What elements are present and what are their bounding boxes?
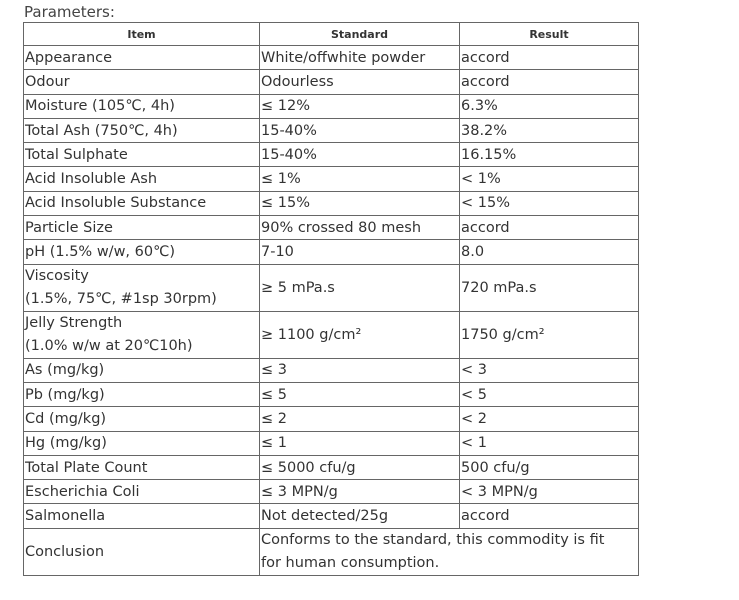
item-condition: (1.0% w/w at 20℃10h) — [25, 337, 193, 354]
item-name: Viscosity — [25, 267, 89, 284]
item-cell: Salmonella — [24, 504, 260, 528]
table-row — [24, 382, 639, 406]
table-row — [24, 143, 639, 167]
item-cell: Total Sulphate — [24, 143, 260, 167]
result-cell: 720 mPa.s — [460, 264, 639, 311]
table-row — [24, 191, 639, 215]
item-cell: Pb (mg/kg) — [24, 382, 260, 406]
parameters-heading: Parameters: — [24, 3, 115, 21]
table-row — [24, 455, 639, 479]
conclusion-text-line2: for human consumption. — [261, 554, 440, 571]
table-row — [24, 264, 639, 311]
standard-cell: ≤ 2 — [260, 407, 460, 431]
item-cell: Acid Insoluble Substance — [24, 191, 260, 215]
table-row — [24, 504, 639, 528]
item-cell: Hg (mg/kg) — [24, 431, 260, 455]
table-row — [24, 240, 639, 264]
item-cell: Escherichia Coli — [24, 480, 260, 504]
conclusion-row — [24, 528, 639, 575]
table-row — [24, 70, 639, 94]
result-cell: < 2 — [460, 407, 639, 431]
item-cell: Acid Insoluble Ash — [24, 167, 260, 191]
item-cell: Total Ash (750℃, 4h) — [24, 118, 260, 142]
result-cell: accord — [460, 70, 639, 94]
standard-cell: 15-40% — [260, 118, 460, 142]
standard-cell: White/offwhite powder — [260, 46, 460, 70]
standard-cell: 7-10 — [260, 240, 460, 264]
table-row — [24, 118, 639, 142]
column-header-item: Item — [24, 23, 260, 46]
standard-cell: ≤ 1% — [260, 167, 460, 191]
standard-cell: ≤ 1 — [260, 431, 460, 455]
result-cell: < 15% — [460, 191, 639, 215]
standard-cell: 90% crossed 80 mesh — [260, 216, 460, 240]
standard-cell: ≥ 5 mPa.s — [260, 264, 460, 311]
table-row — [24, 431, 639, 455]
table-row — [24, 407, 639, 431]
item-cell: pH (1.5% w/w, 60℃) — [24, 240, 260, 264]
item-cell — [24, 311, 260, 358]
standard-cell: Odourless — [260, 70, 460, 94]
result-cell: 16.15% — [460, 143, 639, 167]
standard-cell: 15-40% — [260, 143, 460, 167]
parameters-table — [23, 22, 639, 576]
result-cell: < 1% — [460, 167, 639, 191]
conclusion-label: Conclusion — [24, 528, 260, 575]
standard-cell: ≤ 3 MPN/g — [260, 480, 460, 504]
result-cell: accord — [460, 504, 639, 528]
result-cell: < 3 — [460, 358, 639, 382]
item-cell: Moisture (105℃, 4h) — [24, 94, 260, 118]
standard-cell: ≤ 5 — [260, 382, 460, 406]
result-cell: < 1 — [460, 431, 639, 455]
result-cell: 1750 g/cm² — [460, 311, 639, 358]
standard-cell: ≤ 5000 cfu/g — [260, 455, 460, 479]
table-row — [24, 358, 639, 382]
column-header-standard: Standard — [260, 23, 460, 46]
item-cell: Odour — [24, 70, 260, 94]
result-cell: 500 cfu/g — [460, 455, 639, 479]
standard-cell: ≤ 15% — [260, 191, 460, 215]
conclusion-text-line1: Conforms to the standard, this commodity is fit — [261, 531, 605, 548]
item-cell: Particle Size — [24, 216, 260, 240]
item-cell: Total Plate Count — [24, 455, 260, 479]
standard-cell: ≥ 1100 g/cm² — [260, 311, 460, 358]
table-row — [24, 94, 639, 118]
table-row — [24, 167, 639, 191]
header-row — [24, 23, 639, 46]
standard-cell: ≤ 12% — [260, 94, 460, 118]
result-cell: 38.2% — [460, 118, 639, 142]
table-row — [24, 46, 639, 70]
item-cell: Cd (mg/kg) — [24, 407, 260, 431]
table-row — [24, 216, 639, 240]
item-condition: (1.5%, 75℃, #1sp 30rpm) — [25, 290, 217, 307]
result-cell: 6.3% — [460, 94, 639, 118]
column-header-result: Result — [460, 23, 639, 46]
result-cell: < 3 MPN/g — [460, 480, 639, 504]
standard-cell: ≤ 3 — [260, 358, 460, 382]
conclusion-text — [260, 528, 639, 575]
item-cell: As (mg/kg) — [24, 358, 260, 382]
table-row — [24, 480, 639, 504]
item-name: Jelly Strength — [25, 314, 123, 331]
result-cell: accord — [460, 216, 639, 240]
standard-cell: Not detected/25g — [260, 504, 460, 528]
item-cell: Appearance — [24, 46, 260, 70]
result-cell: 8.0 — [460, 240, 639, 264]
result-cell: < 5 — [460, 382, 639, 406]
result-cell: accord — [460, 46, 639, 70]
table-row — [24, 311, 639, 358]
item-cell — [24, 264, 260, 311]
